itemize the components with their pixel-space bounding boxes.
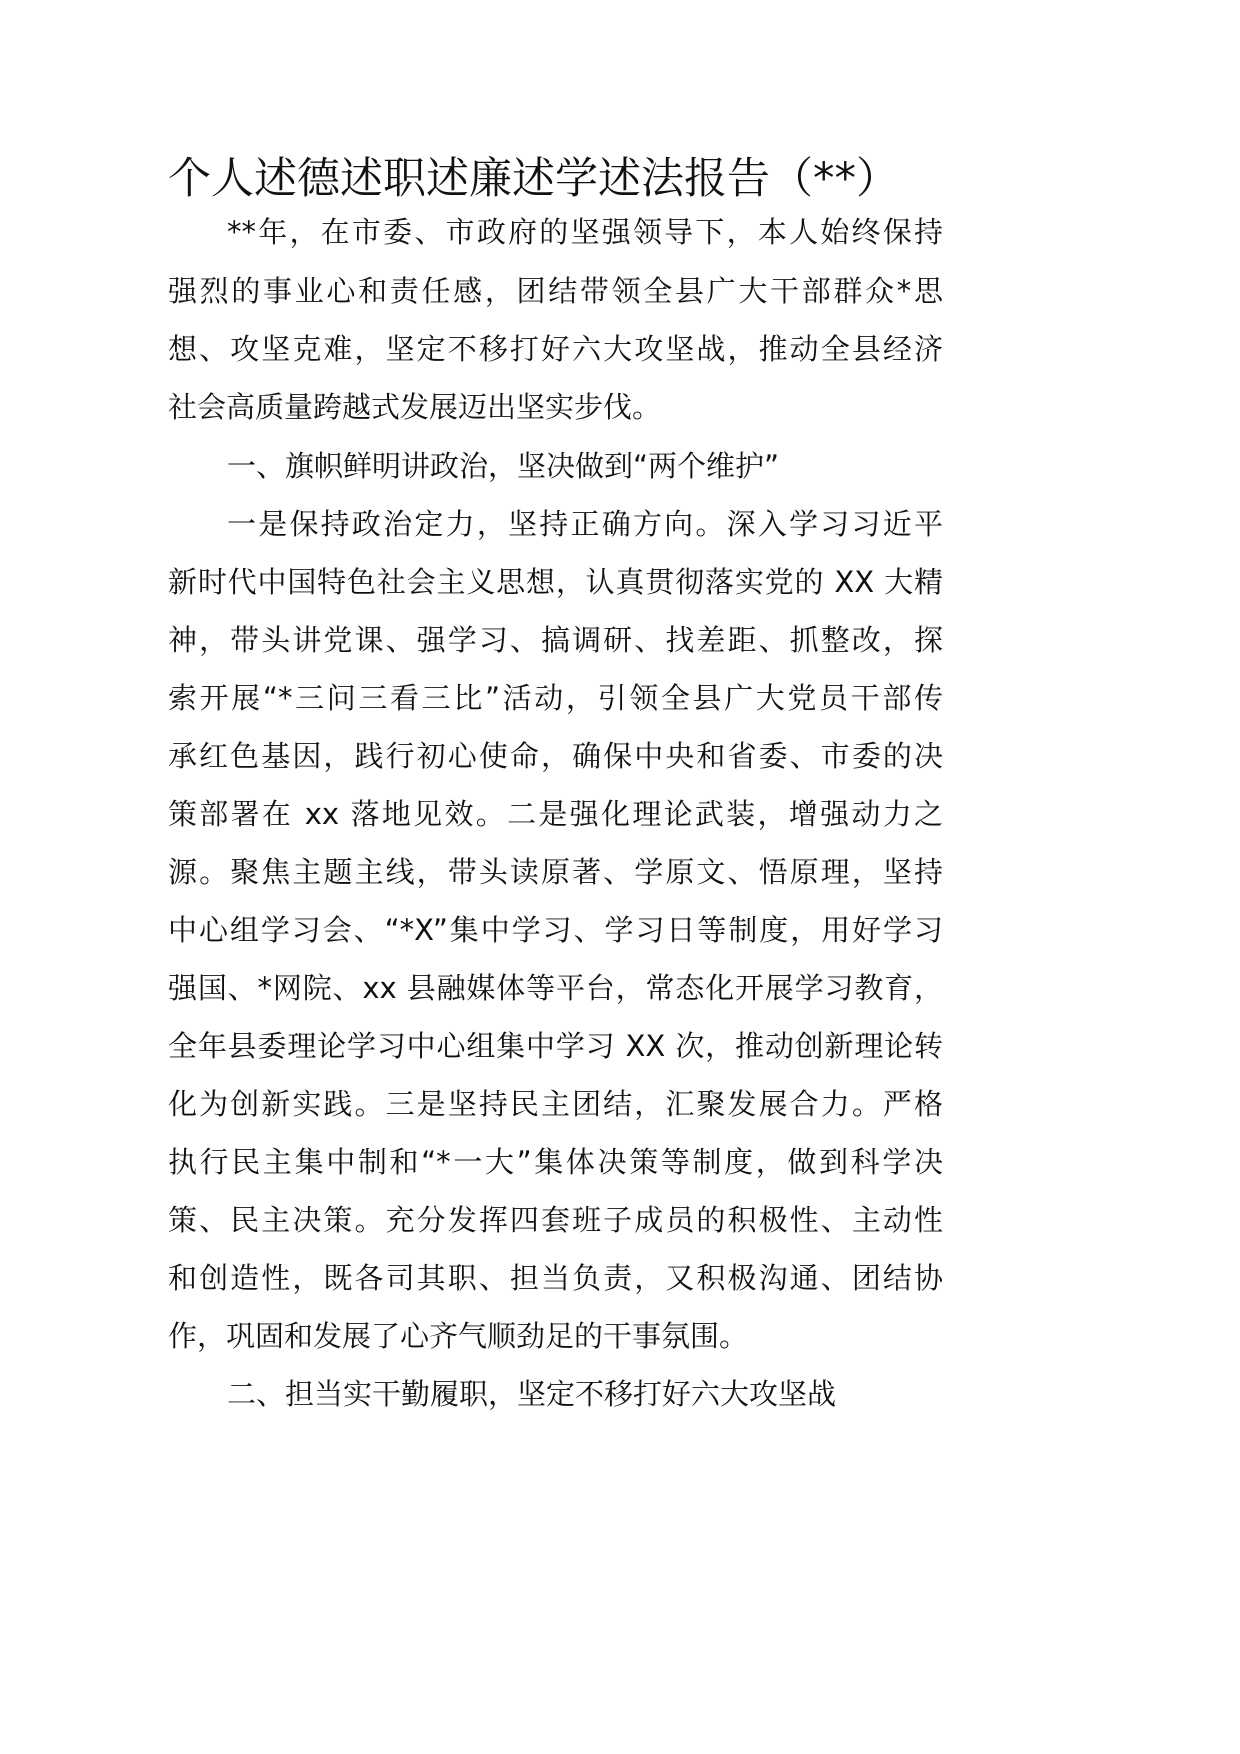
body-line: 中心组学习会、“*X”集中学习、学习日等制度，用好学习 [168,913,943,947]
body-line: 强国、*网院、xx 县融媒体等平台，常态化开展学习教育， [168,971,943,1005]
intro-line: 强烈的事业心和责任感，团结带领全县广大干部群众*思 [168,274,943,308]
intro-line: 社会高质量跨越式发展迈出坚实步伐。 [168,390,662,424]
body-line: 全年县委理论学习中心组集中学习 XX 次，推动创新理论转 [168,1029,943,1063]
intro-line: **年，在市委、市政府的坚强领导下，本人始终保持 [227,215,943,249]
body-line: 化为创新实践。三是坚持民主团结，汇聚发展合力。严格 [168,1087,943,1121]
section-heading-2: 二、担当实干勤履职，坚定不移打好六大攻坚战 [227,1377,837,1411]
body-line: 承红色基因，践行初心使命，确保中央和省委、市委的决 [168,739,943,773]
body-line: 一是保持政治定力，坚持正确方向。深入学习习近平 [227,507,943,541]
section-heading-1: 一、旗帜鲜明讲政治，坚决做到“两个维护” [227,449,780,483]
intro-line: 想、攻坚克难，坚定不移打好六大攻坚战，推动全县经济 [168,332,943,366]
body-line: 新时代中国特色社会主义思想，认真贯彻落实党的 XX 大精 [168,565,943,599]
body-line: 索开展“*三问三看三比”活动，引领全县广大党员干部传 [168,681,943,715]
body-line: 执行民主集中制和“*一大”集体决策等制度，做到科学决 [168,1145,943,1179]
body-line: 源。聚焦主题主线，带头读原著、学原文、悟原理，坚持 [168,855,943,889]
body-line: 策部署在 xx 落地见效。二是强化理论武装，增强动力之 [168,797,943,831]
body-line: 神，带头讲党课、强学习、搞调研、找差距、抓整改，探 [168,623,943,657]
body-line: 策、民主决策。充分发挥四套班子成员的积极性、主动性 [168,1203,943,1237]
document-title: 个人述德述职述廉述学述法报告（**） [168,154,899,204]
body-line: 和创造性，既各司其职、担当负责，又积极沟通、团结协 [168,1261,943,1295]
body-line: 作，巩固和发展了心齐气顺劲足的干事氛围。 [168,1319,749,1353]
